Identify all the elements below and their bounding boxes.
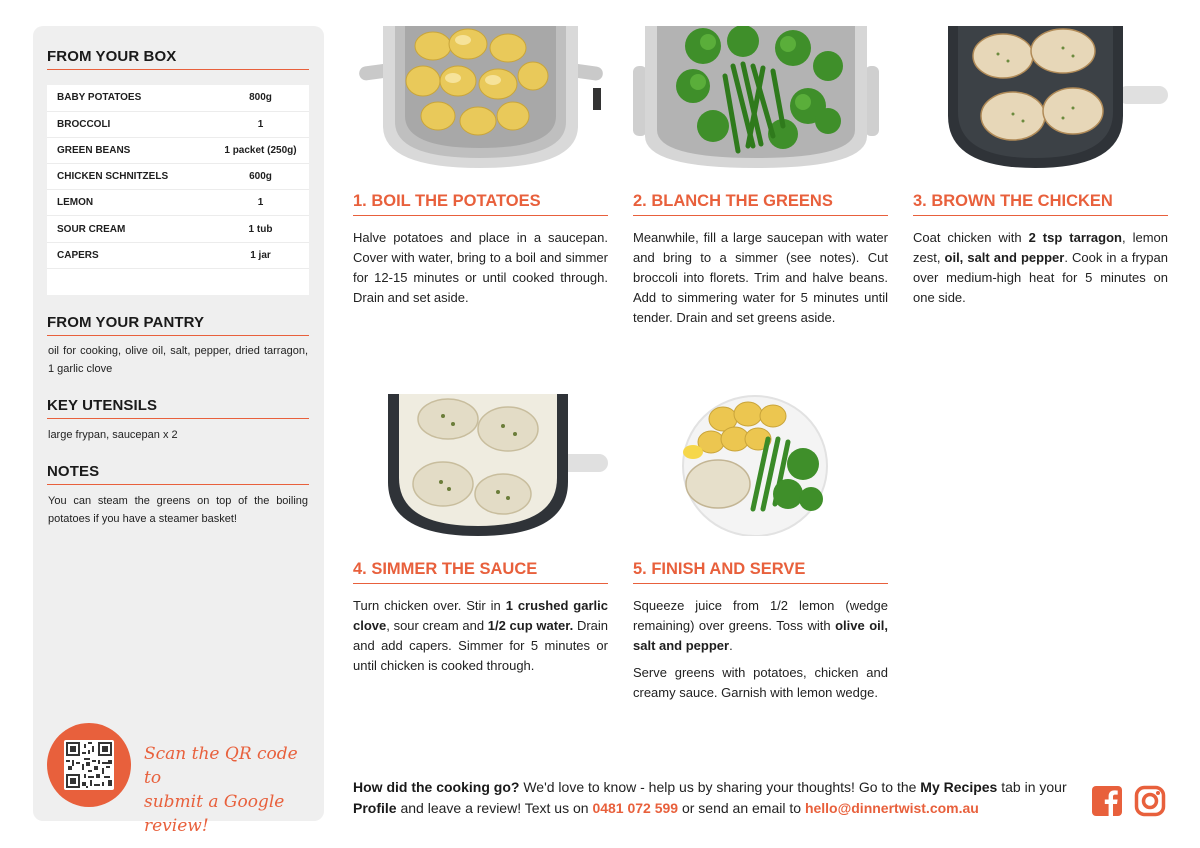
step-4 <box>353 394 608 694</box>
step-4-instructions <box>353 596 608 676</box>
instagram-icon[interactable] <box>1134 785 1166 817</box>
ingredient-name: CAPERS <box>47 242 212 268</box>
ingredient-row <box>47 242 309 268</box>
ingredient-row <box>47 111 309 137</box>
plate-served-icon <box>633 394 888 536</box>
ingredient-name: BROCCOLI <box>47 111 212 137</box>
step-3 <box>913 26 1168 326</box>
step-4-title: 4. SIMMER THE SAUCE <box>353 560 608 584</box>
ingredient-quantity: 1 <box>212 190 309 216</box>
step-5-title: 5. FINISH AND SERVE <box>633 560 888 584</box>
ingredient-name: SOUR CREAM <box>47 216 212 242</box>
qr-review-caption: Scan the QR code to submit a Google review! <box>144 744 298 836</box>
pantry-text: oil for cooking, olive oil, salt, pepper, dried tarragon, 1 garlic clove <box>48 345 308 375</box>
step-1-instructions <box>353 228 608 308</box>
utensils-text: large frypan, saucepan x 2 <box>48 429 178 441</box>
phone-link[interactable]: 0481 072 599 <box>592 800 679 816</box>
step-5-instructions <box>633 596 888 703</box>
ingredient-quantity: 800g <box>212 85 309 111</box>
step-3-instructions <box>913 228 1168 308</box>
ingredient-row <box>47 216 309 242</box>
review-footer: How did the cooking go? We'd love to know - help us by sharing your thoughts! Go to the My Recipes tab in your Profile and leave a review! Text us on 0481 072 599 or send an email to hello@dinnertwist.com.au <box>353 779 1067 816</box>
instruction-paragraph: Turn chicken over. Stir in 1 crushed garlic clove, sour cream and 1/2 cup water. Drain and add capers. Simmer for 5 minutes or until chicken is cooked through. <box>353 598 609 673</box>
ingredient-quantity: 1 packet (250g) <box>212 137 309 163</box>
saucepan-greens-icon <box>633 26 888 168</box>
ingredients-table <box>47 85 309 295</box>
step-2 <box>633 26 888 326</box>
facebook-icon[interactable] <box>1091 785 1123 817</box>
ingredient-row <box>47 137 309 163</box>
from-your-pantry-heading: FROM YOUR PANTRY <box>47 314 309 336</box>
step-1 <box>353 26 608 326</box>
ingredient-quantity: 1 jar <box>212 242 309 268</box>
ingredient-row <box>47 164 309 190</box>
step-2-instructions <box>633 228 888 328</box>
ingredients-sidebar <box>33 26 324 836</box>
ingredient-name: CHICKEN SCHNITZELS <box>47 164 212 190</box>
ingredient-name: LEMON <box>47 190 212 216</box>
step-5 <box>633 394 888 714</box>
frypan-chicken-icon <box>913 26 1168 168</box>
email-link[interactable]: hello@dinnertwist.com.au <box>804 800 979 816</box>
ingredient-row-empty <box>47 268 309 295</box>
ingredient-quantity: 1 <box>212 111 309 137</box>
step-3-title: 3. BROWN THE CHICKEN <box>913 192 1168 216</box>
instruction-paragraph: Coat chicken with 2 tsp tarragon, lemon zest, oil, salt and pepper. Cook in a frypan over medium-high heat for 5 minutes on one side. <box>913 230 1168 305</box>
instruction-paragraph: Halve potatoes and place in a saucepan. Cover with water, bring to a boil and simmer for 12-15 minutes or until cooked through. Drain and set aside. <box>353 230 608 305</box>
key-utensils-heading: KEY UTENSILS <box>47 397 309 419</box>
ingredient-quantity: 1 tub <box>212 216 309 242</box>
ingredient-name: BABY POTATOES <box>47 85 212 111</box>
instruction-paragraph: Squeeze juice from 1/2 lemon (wedge remaining) over greens. Toss with olive oil, salt and pepper. <box>633 598 888 653</box>
step-2-title: 2. BLANCH THE GREENS <box>633 192 888 216</box>
from-your-box-heading: FROM YOUR BOX <box>47 48 309 70</box>
notes-text: You can steam the greens on top of the boiling potatoes if you have a steamer basket! <box>48 495 308 525</box>
ingredient-name: GREEN BEANS <box>47 137 212 163</box>
step-1-title: 1. BOIL THE POTATOES <box>353 192 608 216</box>
qr-code-icon <box>64 740 114 790</box>
frypan-sauce-icon <box>353 394 608 536</box>
qr-code-badge[interactable] <box>47 723 131 807</box>
ingredient-quantity: 600g <box>212 164 309 190</box>
instruction-paragraph: Meanwhile, fill a large saucepan with water and bring to a simmer (see notes). Cut broccoli into florets. Trim and halve beans. Add to simmering water for 5 minutes until tender. Drain and set greens aside. <box>633 230 888 325</box>
notes-heading: NOTES <box>47 463 309 485</box>
instruction-paragraph: Serve greens with potatoes, chicken and creamy sauce. Garnish with lemon wedge. <box>633 665 888 700</box>
saucepan-potatoes-icon <box>353 26 608 168</box>
ingredient-row <box>47 190 309 216</box>
ingredient-row <box>47 85 309 111</box>
